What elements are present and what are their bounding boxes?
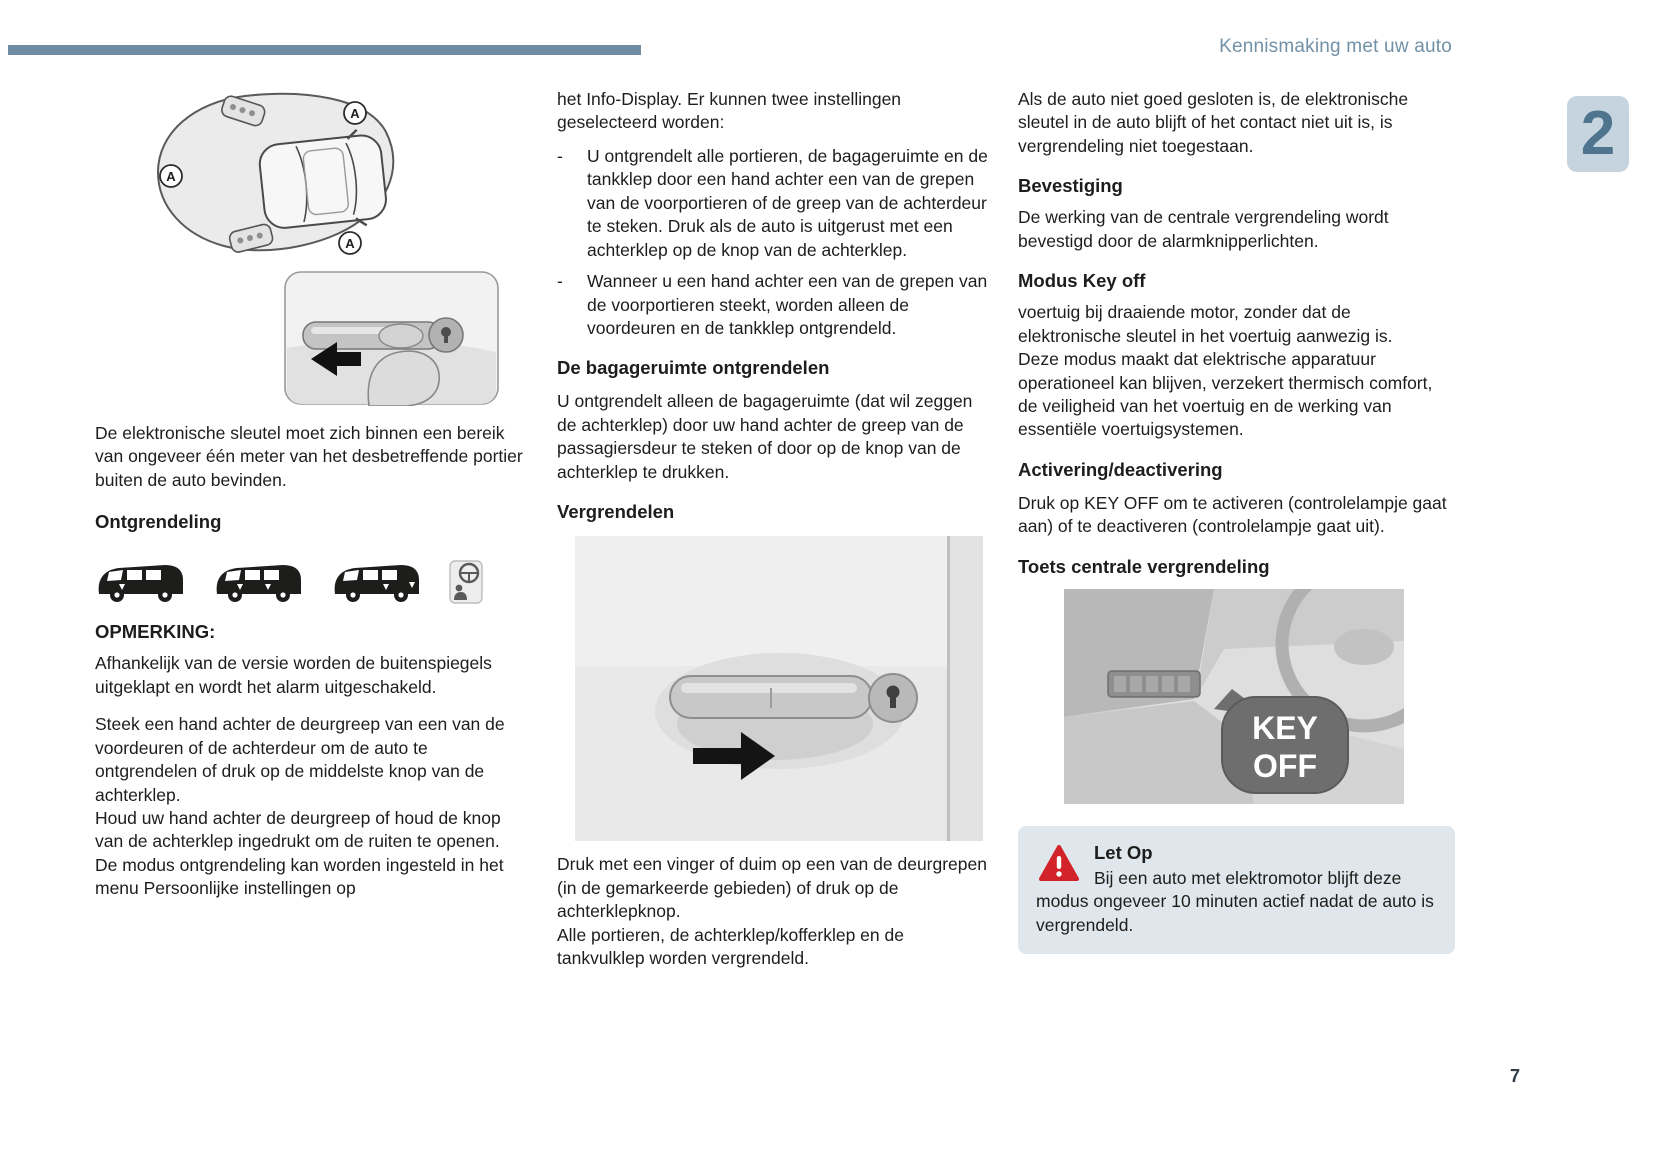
column-middle bbox=[557, 88, 994, 970]
figure-car-top-view bbox=[150, 88, 532, 260]
paragraph: Alle portieren, de achterklep/kofferklep en de tankvulklep worden vergrendeld. bbox=[557, 924, 904, 968]
bullet-marker: - bbox=[557, 145, 563, 166]
paragraph: Deze modus maakt dat elektrische apparatuur operationeel kan blijven, verzekert thermisch comfort, de veiligheid van het voertuig en de werking van essentiële voertuigsystemen. bbox=[1018, 349, 1433, 440]
van-icon bbox=[331, 560, 423, 604]
section-heading-vergrendelen: Vergrendelen bbox=[557, 501, 675, 523]
driver-settings-icon bbox=[449, 558, 483, 604]
section-heading-opmerking: OPMERKING: bbox=[95, 621, 216, 643]
paragraph: U ontgrendelt alleen de bagageruimte (dat wil zeggen de achterklep) door uw hand achter de greep van de passagiersdeur te steken of door op de knop van de achterklep te drukken. bbox=[557, 391, 973, 482]
svg-text:A: A bbox=[350, 106, 360, 121]
van-icon bbox=[95, 560, 187, 604]
chapter-number: 2 bbox=[1580, 99, 1616, 168]
section-heading-bevestiging: Bevestiging bbox=[1018, 175, 1123, 197]
paragraph: het Info-Display. Er kunnen twee instellingen geselecteerd worden: bbox=[557, 89, 902, 133]
label-a-top bbox=[344, 102, 366, 124]
paragraph: Steek een hand achter de deurgreep van een van de voordeuren of de achterdeur om de auto te ontgrendelen of druk op de middelste knop van de achterklep. bbox=[95, 714, 505, 805]
key-off-badge bbox=[1214, 689, 1348, 793]
column-left bbox=[95, 88, 532, 901]
section-heading-bagageruimte: De bagageruimte ontgrendelen bbox=[557, 357, 830, 379]
paragraph: Druk op KEY OFF om te activeren (controlelampje gaat aan) of te deactiveren (controlelampje gaat uit). bbox=[1018, 492, 1447, 537]
paragraph: Houd uw hand achter de deurgreep of houd de knop van de achterklep ingedrukt om de ruiten te openen. bbox=[95, 808, 501, 852]
svg-text:KEY: KEY bbox=[1252, 709, 1318, 746]
paragraph: De werking van de centrale vergrendeling wordt bevestigd door de alarmknipperlichten. bbox=[1018, 207, 1389, 251]
page-header-title: Kennismaking met uw auto bbox=[1219, 36, 1452, 57]
warning-triangle-icon bbox=[1038, 844, 1080, 882]
svg-text:A: A bbox=[345, 236, 355, 251]
paragraph: Als de auto niet goed gesloten is, de elektronische sleutel in de auto blijft of het contact niet uit is, is vergrendeling niet toegestaan. bbox=[1018, 89, 1409, 156]
paragraph: De elektronische sleutel moet zich binnen een bereik van ongeveer één meter van het desbetreffende portier buiten de auto bevinden. bbox=[95, 423, 523, 490]
figure-hand-on-door-handle bbox=[283, 270, 532, 406]
section-heading-modus-key-off: Modus Key off bbox=[1018, 270, 1146, 292]
paragraph: Afhankelijk van de versie worden de buitenspiegels uitgeklapt en wordt het alarm uitgeschakeld. bbox=[95, 653, 492, 697]
bullet-list bbox=[557, 145, 994, 341]
section-heading-toets-centrale-vergrendeling: Toets centrale vergrendeling bbox=[1018, 555, 1270, 577]
hand-on-door-handle-illustration bbox=[283, 270, 500, 406]
door-handle-lock-illustration bbox=[575, 536, 983, 841]
section-heading-activering: Activering/deactivering bbox=[1018, 458, 1223, 480]
list-item bbox=[557, 145, 994, 262]
dashboard-key-off-illustration bbox=[1064, 589, 1404, 804]
warning-callout bbox=[1018, 826, 1455, 954]
svg-text:OFF: OFF bbox=[1253, 747, 1317, 784]
section-heading-ontgrendeling: Ontgrendeling bbox=[95, 511, 222, 533]
bullet-marker: - bbox=[557, 271, 563, 292]
warning-title: Let Op bbox=[1094, 841, 1153, 863]
chapter-number-tab bbox=[1567, 96, 1629, 172]
paragraph: De modus ontgrendeling kan worden ingesteld in het menu Persoonlijke instellingen op bbox=[95, 854, 504, 899]
paragraph: voertuig bij draaiende motor, zonder dat de elektronische sleutel in het voertuig aanwezig is. bbox=[1018, 302, 1393, 346]
svg-text:A: A bbox=[166, 169, 176, 184]
page-number: 7 bbox=[1509, 1066, 1520, 1086]
car-top-view-with-remote-keys-illustration bbox=[150, 88, 412, 260]
paragraph: Druk met een vinger of duim op een van de deurgrepen (in de gemarkeerde gebieden) of druk op de achterklepknop. bbox=[557, 854, 987, 922]
label-a-left bbox=[160, 165, 182, 187]
label-a-bottom bbox=[339, 232, 361, 254]
van-icon bbox=[213, 560, 305, 604]
column-right bbox=[1018, 88, 1455, 954]
figure-door-handle-lock bbox=[575, 536, 994, 841]
figure-key-off-button bbox=[1064, 589, 1455, 804]
list-item-text: U ontgrendelt alle portieren, de bagageruimte en de tankklep door een hand achter een van de grepen van de voorportieren of de greep van de achterdeur te steken. Druk als de auto is uitgerust met een achterklep op de knop van de achterklep. bbox=[587, 145, 988, 260]
warning-text: Bij een auto met elektromotor blijft deze modus ongeveer 10 minuten actief nadat de auto is vergrendeld. bbox=[1036, 867, 1434, 935]
list-item bbox=[557, 270, 994, 340]
list-item-text: Wanneer u een hand achter een van de grepen van de voorportieren steekt, worden alleen de voordeuren en de tankklep ontgrendeld. bbox=[587, 271, 988, 338]
unlock-variants-icons bbox=[95, 548, 532, 604]
